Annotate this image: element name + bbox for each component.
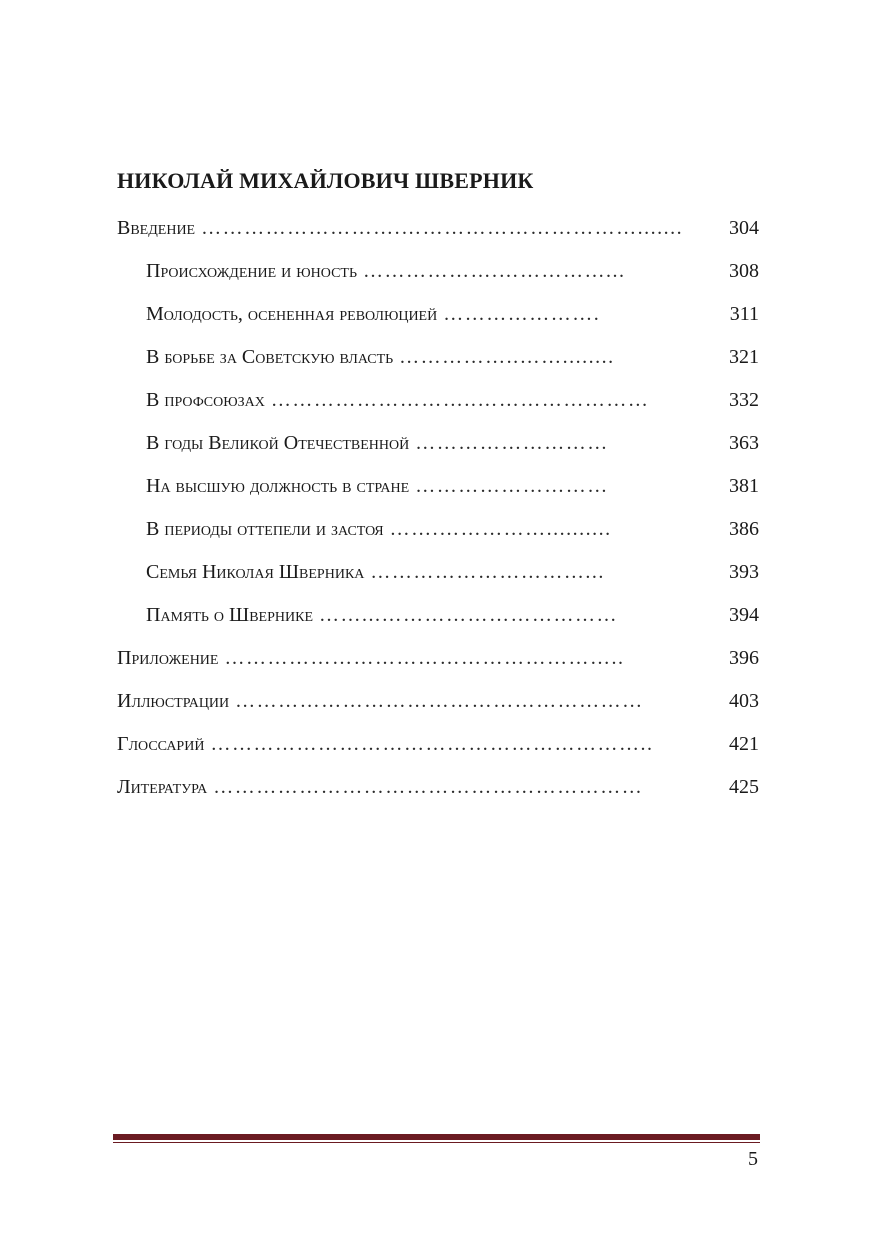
toc-entry-thaw-stagnation [117,508,759,551]
toc-entry-literature [117,766,759,809]
table-of-contents [117,207,759,809]
toc-entry-glossary [117,723,759,766]
toc-entry-appendix [117,637,759,680]
toc-page-number: 425 [729,776,759,798]
footer-rule-thin [113,1142,760,1143]
toc-entry-highest-post [117,465,759,508]
toc-entry-memory [117,594,759,637]
toc-page-number: 396 [729,647,759,669]
toc-label: Введение [117,217,196,239]
footer-rule [113,1134,760,1143]
toc-leader-dots: …………………………………………………….. [210,733,654,755]
toc-page-number: 332 [729,389,759,411]
toc-page-number: 304 [729,217,759,239]
toc-page-number: 381 [729,475,759,497]
toc-entry-family [117,551,759,594]
toc-leader-dots: …………………………... [370,561,605,583]
toc-page-number: 394 [729,604,759,626]
toc-page-number: 363 [729,432,759,454]
toc-page-number: 308 [729,260,759,282]
toc-label: В периоды оттепели и застоя [146,518,384,540]
toc-page-number: 321 [729,346,759,368]
toc-leader-dots: …………………. [443,303,601,325]
toc-entry-trade-unions [117,379,759,422]
toc-label: В профсоюзах [146,389,265,411]
toc-label: Память о Швернике [146,604,314,626]
toc-label: Происхождение и юность [146,260,357,282]
toc-leader-dots: ……………………… [415,432,609,454]
toc-entry-origins [117,250,759,293]
toc-page-number: 386 [729,518,759,540]
toc-page-number: 311 [729,303,759,325]
toc-entry-youth [117,293,759,336]
toc-label: В борьбе за Советскую власть [146,346,394,368]
toc-label: Иллюстрации [117,690,230,712]
toc-entry-introduction [117,207,759,250]
toc-entry-war-years [117,422,759,465]
toc-leader-dots: ………………………..…………………… [270,389,650,411]
toc-label: Семья Николая Шверника [146,561,365,583]
toc-label: Приложение [117,647,219,669]
toc-entry-struggle [117,336,759,379]
toc-leader-dots: ……...…………………………… [319,604,619,626]
toc-page-number: 421 [729,733,759,755]
toc-label: Глоссарий [117,733,205,755]
page-title: НИКОЛАЙ МИХАЙЛОВИЧ ШВЕРНИК [117,168,534,193]
toc-leader-dots: ……………………….……………………………....... [201,217,684,239]
toc-entry-illustrations [117,680,759,723]
footer-rule-thick [113,1134,760,1140]
toc-leader-dots: ……………….……………... [363,260,626,282]
toc-label: В годы Великой Отечественной [146,432,410,454]
toc-label: Литература [117,776,208,798]
toc-leader-dots: ……………………………………………….. [224,647,625,669]
toc-leader-dots: ……………………… [415,475,609,497]
page-number: 5 [748,1148,758,1170]
toc-label: Молодость, осененная революцией [146,303,438,325]
toc-leader-dots: …………………………………………………… [213,776,644,798]
toc-leader-dots: ……………..……........ [399,346,615,368]
toc-page-number: 393 [729,561,759,583]
toc-leader-dots: ………………………………………………… [235,690,644,712]
toc-leader-dots: …….…………….......... [389,518,612,540]
toc-page-number: 403 [729,690,759,712]
toc-label: На высшую должность в стране [146,475,410,497]
